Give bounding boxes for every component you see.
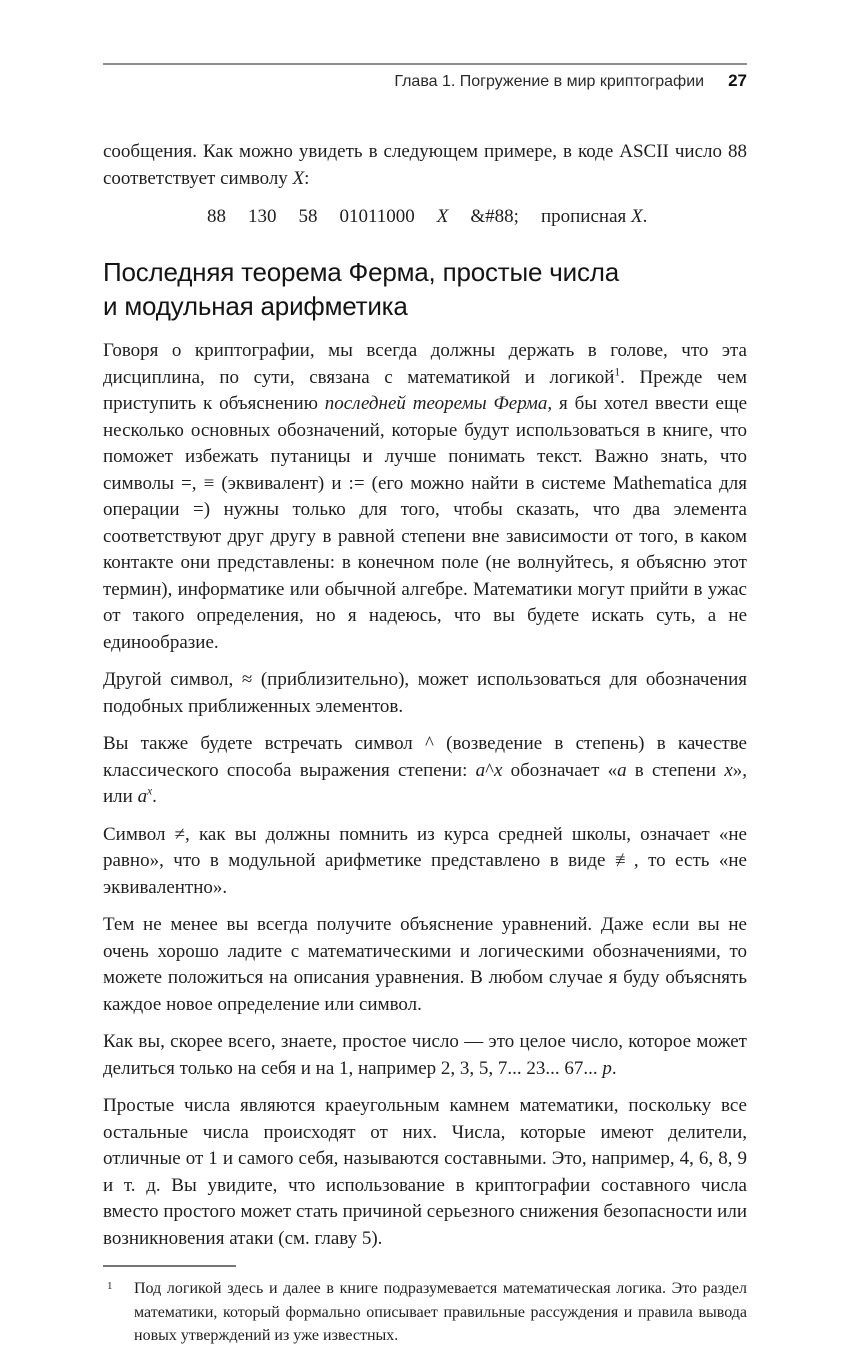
- page-content: [103, 139, 747, 1348]
- text-run: 88: [207, 206, 226, 227]
- footnote-rule: [103, 1265, 236, 1267]
- text-run: Как вы, скорее всего, знаете, простое число — это целое число, которое может делиться только на себя и на 1, например 2, 3, 5, 7... 23... 67...: [103, 1031, 747, 1079]
- text-run: a: [475, 759, 486, 781]
- paragraph-intro: [103, 139, 747, 192]
- page-number: 27: [728, 71, 747, 90]
- paragraph-approx-symbol: [103, 667, 747, 720]
- text-run: Говоря о криптографии, мы всегда должны держать в голове, что эта дисциплина, по сути, связана с математикой и логикой: [103, 340, 747, 388]
- text-run: прописная: [540, 206, 631, 227]
- text-run: ^: [485, 759, 494, 781]
- footnote-marker: 1: [107, 1280, 113, 1292]
- text-run: сообщения. Как можно увидеть в следующем примере, в коде ASCII число 88 соответствует символу: [103, 141, 747, 189]
- text-run: x: [147, 785, 153, 798]
- text-run: Под логикой здесь и далее в книге подразумевается математическая логика. Это раздел математики, который формально описывает правильные рассуждения и правила вывода новых утверждений из уже известных.: [134, 1280, 747, 1344]
- text-run: Другой символ, ≈ (приблизительно), может использоваться для обозначения подобных приближенных элементов.: [103, 669, 747, 717]
- text-run: , я бы хотел ввести еще несколько основных обозначений, которые будут использоваться в книге, что поможет избежать путаницы и лучше понимать текст. Важно знать, что символы =, ≡ (эквивалент) и := (его можно найти в системе Mathematica для операции =) нужны только для того, чтобы сказать, что два элемента соответствуют друг другу в равной степени вне зависимости от того, в каком контакте они представлены: в конечном поле (не волнуйтесь, я объясню этот термин), информатике или обычной алгебре. Математики могут прийти в ужас от такого определения, но я надеюсь, что вы будете искать суть, а не единообразие.: [103, 393, 748, 653]
- text-run: », или: [103, 759, 747, 807]
- text-run: p: [602, 1057, 612, 1079]
- footnote-text: [134, 1277, 747, 1348]
- text-run: x: [724, 759, 733, 781]
- paragraph-composite-numbers: [103, 1093, 747, 1252]
- text-run: a: [137, 786, 148, 807]
- text-run: в степени: [626, 759, 725, 781]
- example-item: [248, 203, 277, 230]
- running-head: [103, 63, 747, 92]
- section-heading: [103, 255, 747, 323]
- paragraph-not-equal-symbol: [103, 822, 747, 902]
- text-run: 58: [298, 206, 318, 227]
- text-run: 130: [248, 206, 277, 227]
- example-item: [207, 203, 226, 230]
- footnote-area: [103, 1265, 747, 1348]
- example-item: [340, 203, 415, 230]
- heading-line: и модульная арифметика: [103, 291, 408, 321]
- text-run: X: [436, 206, 449, 227]
- paragraph-equation-explanations: [103, 912, 747, 1018]
- paragraph-notation: [103, 338, 747, 656]
- text-run: .: [152, 786, 157, 807]
- running-head-chapter: Глава 1. Погружение в мир криптографии: [394, 73, 705, 90]
- text-run: 1: [614, 366, 621, 379]
- text-run: обозначает «: [502, 759, 618, 781]
- heading-line: Последняя теорема Ферма, простые числа: [103, 257, 619, 287]
- example-item: [470, 203, 519, 230]
- text-run: X: [631, 206, 643, 227]
- text-run: Тем не менее вы всегда получите объяснение уравнений. Даже если вы не очень хорошо ладите с математическими и логическими обозначениями, то можете положиться на описания уравнения. В любом случае я буду объяснять каждое новое определение или символ.: [103, 914, 747, 1015]
- text-run: :: [304, 167, 310, 189]
- text-run: a: [617, 759, 627, 781]
- text-run: .: [642, 206, 648, 227]
- text-run: Символ ≠, как вы должны помнить из курса средней школы, означает «не равно», что в модульной арифметике представлено в виде ≢, то есть «не эквивалентно».: [103, 823, 747, 898]
- text-run: Простые числа являются краеугольным камнем математики, поскольку все остальные числа происходят от них. Числа, которые имеют делители, отличные от 1 и самого себя, называются составными. Это, например, 4, 6, 8, 9 и т. д. Вы увидите, что использование в криптографии составного числа вместо простого может стать причиной серьезного снижения безопасности или возникновения атаки (см. главу 5).: [103, 1095, 747, 1249]
- example-item: [437, 203, 449, 230]
- text-run: 01011000: [339, 206, 415, 227]
- footnote: [103, 1277, 747, 1348]
- example-item: [299, 203, 318, 230]
- text-run: .: [611, 1057, 617, 1079]
- text-run: &#88;: [470, 206, 519, 227]
- paragraph-prime-definition: [103, 1029, 747, 1082]
- text-run: последней теоремы Ферма: [324, 393, 548, 414]
- text-run: . Прежде чем приступить к объяснению: [103, 366, 747, 414]
- ascii-example-line: [103, 203, 747, 230]
- text-run: Вы также будете встречать символ ^ (возведение в степень) в качестве классического способа выражения степени:: [103, 733, 747, 781]
- text-run: x: [493, 759, 503, 781]
- text-run: X: [292, 167, 305, 189]
- paragraph-caret-symbol: [103, 731, 747, 811]
- example-item: [541, 203, 647, 230]
